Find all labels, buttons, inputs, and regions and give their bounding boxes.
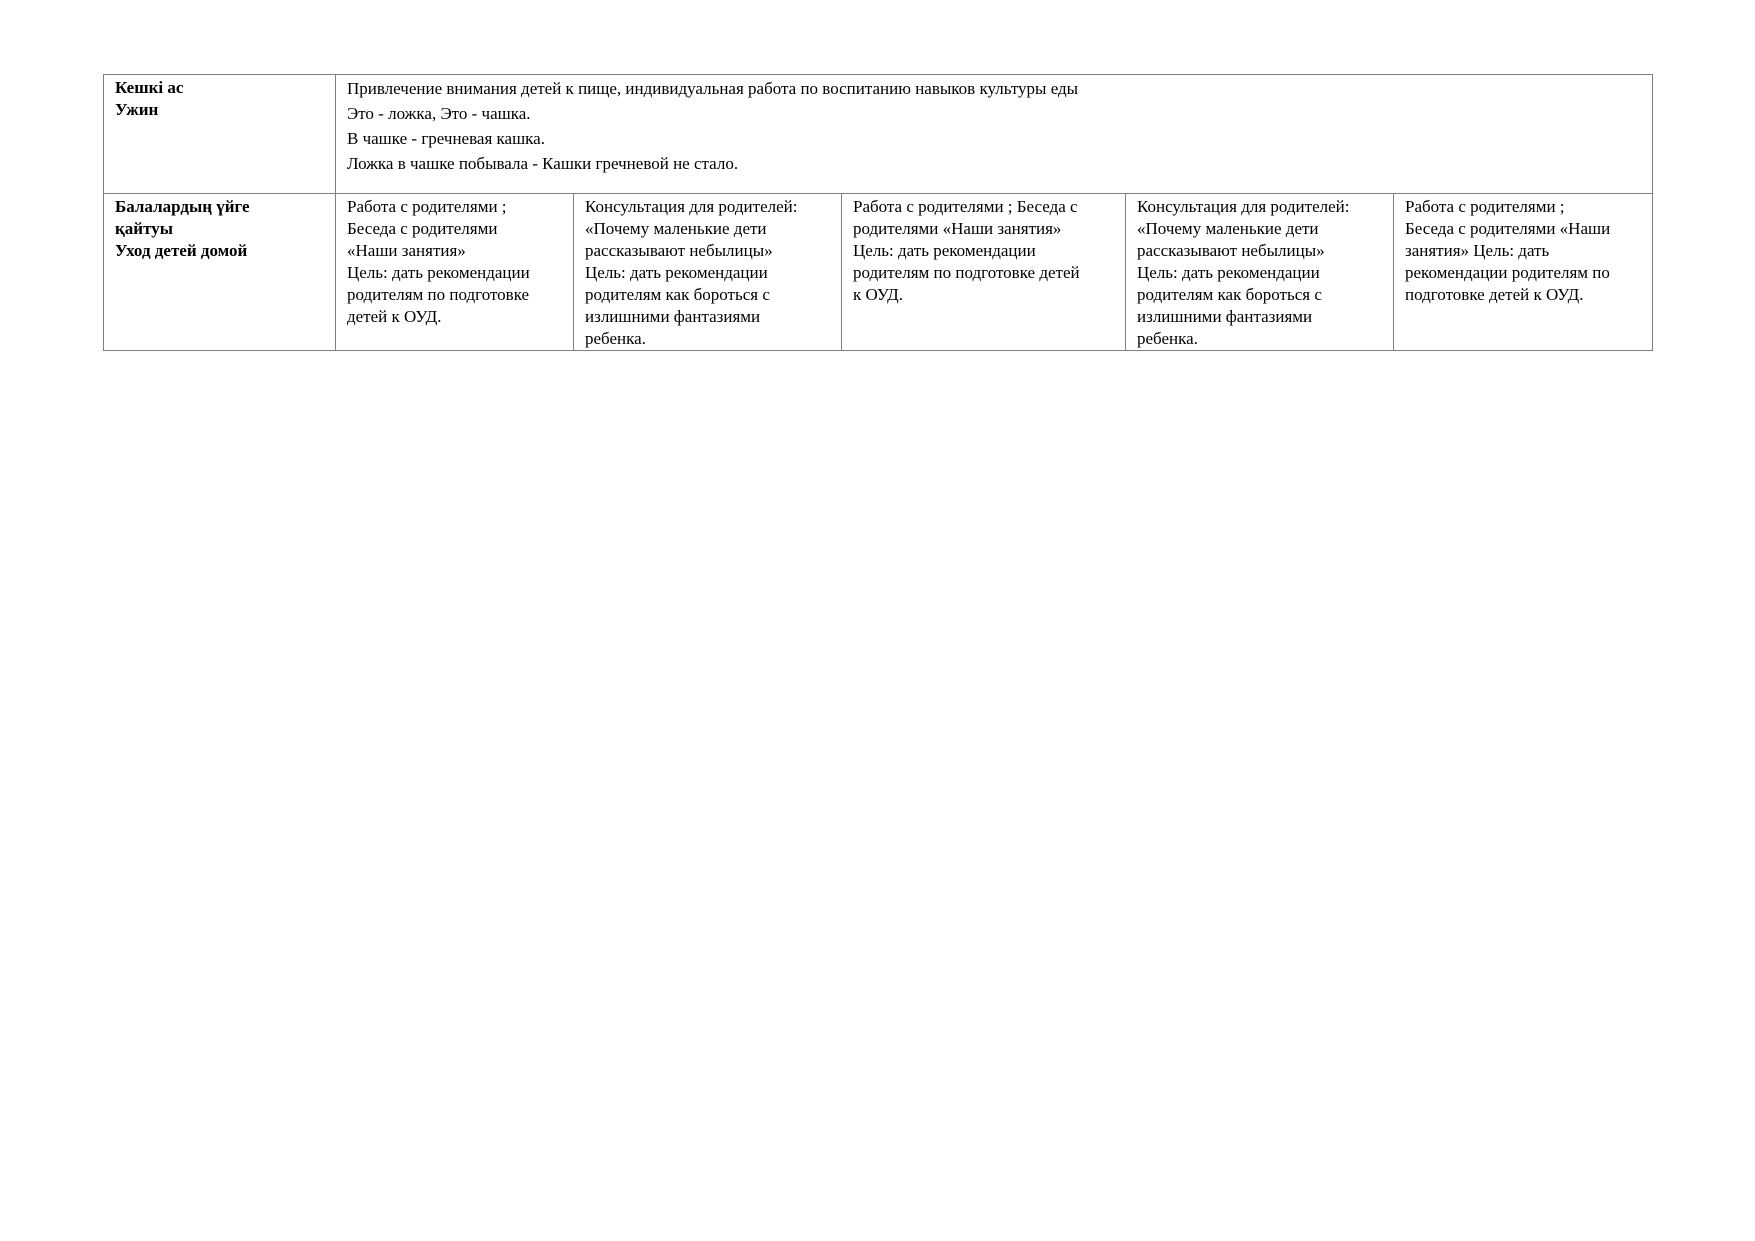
- cell-text-line: Цель: дать рекомендации: [1137, 263, 1320, 282]
- row-label-dinner: [104, 75, 336, 194]
- cell-text-line: Беседа с родителями «Наши: [1405, 219, 1611, 238]
- row-label-line: Балалардың үйге: [115, 197, 250, 216]
- cell-text-line: «Почему маленькие дети: [585, 219, 767, 238]
- cell-text-line: подготовке детей к ОУД.: [1405, 285, 1584, 304]
- row-label-departure: [104, 194, 336, 351]
- row-label-line: Уход детей домой: [115, 241, 248, 260]
- cell-text-line: Консультация для родителей:: [1137, 197, 1350, 216]
- cell-text-line: рассказывают небылицы»: [1137, 241, 1325, 260]
- cell-text-line: Работа с родителями ;: [347, 197, 507, 216]
- cell-text-line: детей к ОУД.: [347, 307, 442, 326]
- row-label-line: Ужин: [115, 100, 159, 119]
- dinner-text-line: Это - ложка, Это - чашка.: [347, 104, 531, 123]
- cell-text-line: Цель: дать рекомендации: [585, 263, 768, 282]
- cell-text-line: Работа с родителями ;: [1405, 197, 1565, 216]
- dinner-text-line: В чашке - гречневая кашка.: [347, 129, 545, 148]
- daily-plan-table: [103, 74, 1653, 351]
- cell-text-line: Цель: дать рекомендации: [347, 263, 530, 282]
- day-cell-1: [336, 194, 574, 351]
- dinner-content-cell: [336, 75, 1653, 194]
- dinner-text-line: Ложка в чашке побывала - Кашки гречневой не стало.: [347, 154, 739, 173]
- cell-text-line: к ОУД.: [853, 285, 903, 304]
- day-cell-5: [1394, 194, 1653, 351]
- cell-text-line: родителям как бороться с: [585, 285, 770, 304]
- cell-text-line: рекомендации родителям по: [1405, 263, 1610, 282]
- cell-text-line: родителям по подготовке детей: [853, 263, 1080, 282]
- cell-text-line: Цель: дать рекомендации: [853, 241, 1036, 260]
- cell-text-line: Беседа с родителями: [347, 219, 498, 238]
- table-row-dinner: [104, 75, 1653, 194]
- day-cell-4: [1126, 194, 1394, 351]
- cell-text-line: рассказывают небылицы»: [585, 241, 773, 260]
- document-page: [103, 74, 1652, 351]
- day-cell-2: [574, 194, 842, 351]
- cell-text-line: «Наши занятия»: [347, 241, 466, 260]
- day-cell-3: [842, 194, 1126, 351]
- cell-text-line: ребенка.: [1137, 329, 1198, 348]
- cell-text-line: Консультация для родителей:: [585, 197, 798, 216]
- cell-text-line: излишними фантазиями: [585, 307, 761, 326]
- cell-text-line: ребенка.: [585, 329, 646, 348]
- row-label-line: Кешкі ас: [115, 78, 184, 97]
- table-row-departure: [104, 194, 1653, 351]
- cell-text-line: Работа с родителями ; Беседа с: [853, 197, 1078, 216]
- row-label-line: қайтуы: [115, 219, 173, 238]
- cell-text-line: родителями «Наши занятия»: [853, 219, 1062, 238]
- cell-text-line: излишними фантазиями: [1137, 307, 1313, 326]
- cell-text-line: занятия» Цель: дать: [1405, 241, 1550, 260]
- cell-text-line: родителям как бороться с: [1137, 285, 1322, 304]
- cell-text-line: родителям по подготовке: [347, 285, 530, 304]
- dinner-text-line: Привлечение внимания детей к пище, индивидуальная работа по воспитанию навыков культуры еды: [347, 79, 1079, 98]
- cell-text-line: «Почему маленькие дети: [1137, 219, 1319, 238]
